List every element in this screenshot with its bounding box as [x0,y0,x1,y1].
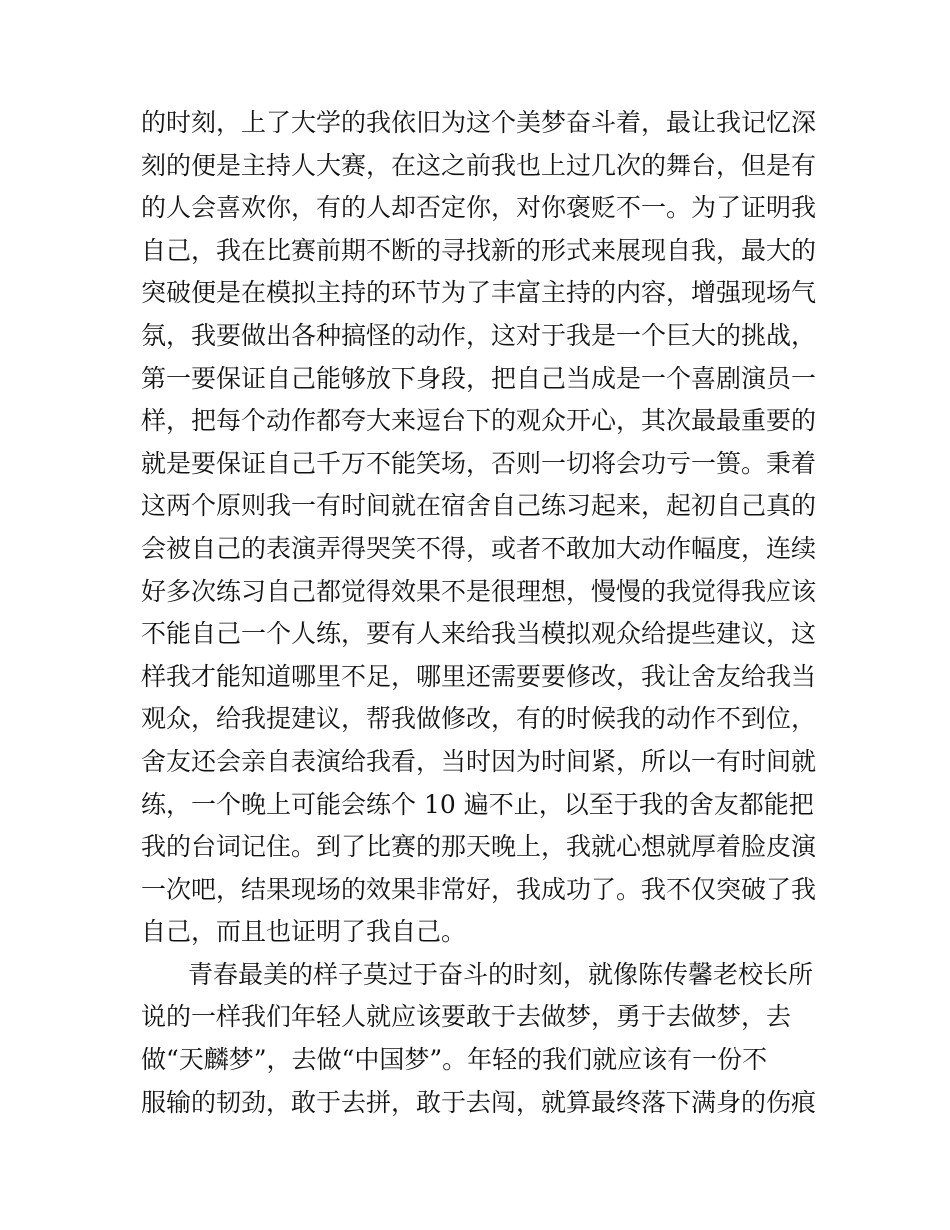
document-body-text [141,102,821,1124]
text-line: 样，把每个动作都夸大来逗台下的观众开心，其次最最重要的 [141,406,817,436]
text-line: 不能自己一个人练，要有人来给我当模拟观众给提些建议，这 [141,619,817,649]
text-line: 自己，而且也证明了我自己。 [141,917,467,947]
text-line: 会被自己的表演弄得哭笑不得，或者不敢加大动作幅度，连续 [141,533,817,563]
text-line: 的人会喜欢你，有的人却否定你，对你褒贬不一。为了证明我 [141,193,817,223]
text-line: 一次吧，结果现场的效果非常好，我成功了。我不仅突破了我 [141,874,817,904]
text-line: 做“天麟梦”，去做“中国梦”。年轻的我们就应该有一份不 [141,1045,768,1075]
text-line: 突破便是在模拟主持的环节为了丰富主持的内容，增强现场气 [141,278,817,308]
text-line: 样我才能知道哪里不足，哪里还需要要修改，我让舍友给我当 [141,661,817,691]
text-line: 第一要保证自己能够放下身段，把自己当成是一个喜剧演员一 [141,363,817,393]
text-line: 舍友还会亲自表演给我看，当时因为时间紧，所以一有时间就 [141,746,817,776]
text-line: 我的台词记住。到了比赛的那天晚上，我就心想就厚着脸皮演 [141,832,817,862]
text-line: 的时刻，上了大学的我依旧为这个美梦奋斗着，最让我记忆深 [141,108,817,137]
text-line: 氛，我要做出各种搞怪的动作，这对于我是一个巨大的挑战， [141,320,817,350]
text-line: 刻的便是主持人大赛，在这之前我也上过几次的舞台，但是有 [141,150,817,180]
text-line: 说的一样我们年轻人就应该要敢于去做梦，勇于去做梦，去 [141,1002,792,1032]
text-line: 好多次练习自己都觉得效果不是很理想，慢慢的我觉得我应该 [141,576,817,606]
text-line: 服输的韧劲，敢于去拼，敢于去闯，就算最终落下满身的伤痕 [141,1087,817,1117]
text-line: 这两个原则我一有时间就在宿舍自己练习起来，起初自己真的 [141,491,817,521]
text-line: 观众，给我提建议，帮我做修改，有的时候我的动作不到位， [141,704,817,734]
text-line: 练，一个晚上可能会练个 10 遍不止，以至于我的舍友都能把 [141,789,814,819]
paragraph-first-line: 青春最美的样子莫过于奋斗的时刻，就像陈传馨老校长所 [188,959,814,989]
text-line: 自己，我在比赛前期不断的寻找新的形式来展现自我，最大的 [141,235,817,265]
text-line: 就是要保证自己千万不能笑场，否则一切将会功亏一篑。秉着 [141,448,817,478]
